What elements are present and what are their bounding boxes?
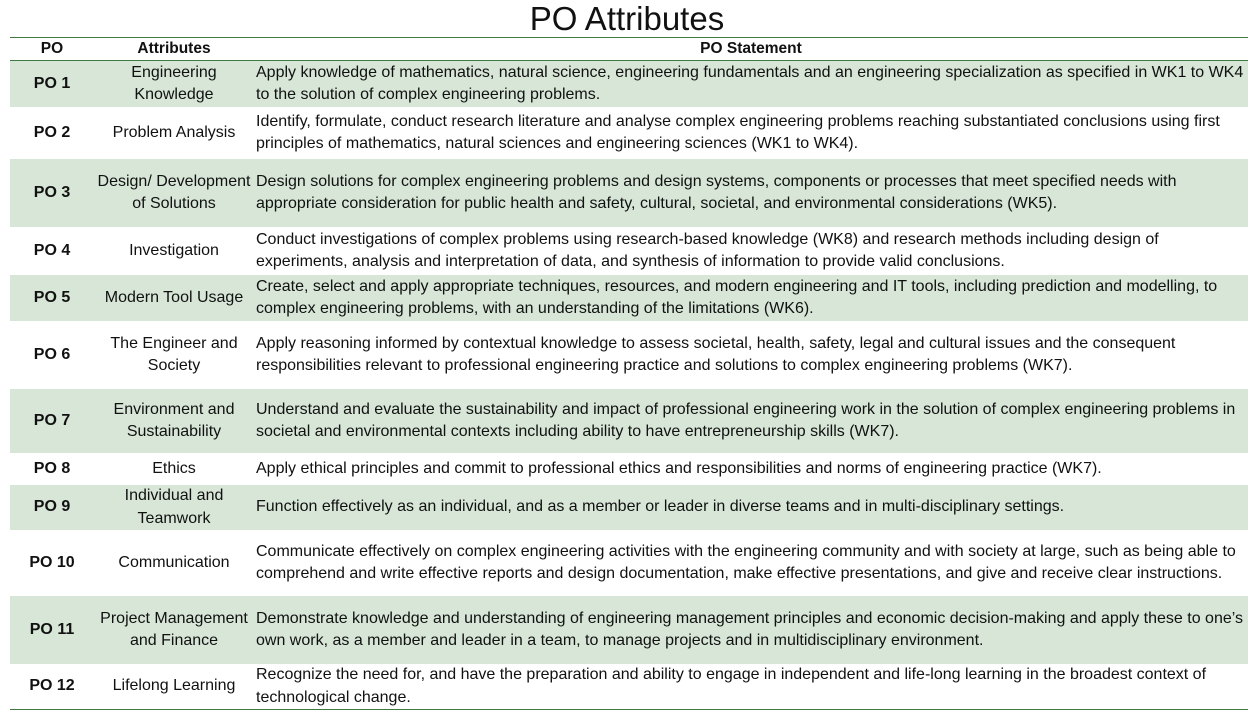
column-header-attributes: Attributes [94, 38, 254, 61]
po-statement: Apply reasoning informed by contextual knowledge to assess societal, health, safety, legal and cultural issues and the consequent responsibilities relevant to professional engineering practice and solutions to complex engineering problems (WK7). [256, 334, 1176, 374]
table-row [10, 453, 1248, 485]
po-statement: Identify, formulate, conduct research literature and analyse complex engineering problems reaching substantiated conclusions using first principles of mathematics, natural sciences and engineering sciences (WK1 to WK4). [256, 112, 1220, 152]
po-statement: Communicate effectively on complex engineering activities with the engineering community and with society at large, such as being able to comprehend and write effective reports and design documentation, make effective presentations, and give and receive clear instructions. [256, 542, 1236, 582]
attribute-name: Investigation [129, 241, 219, 259]
po-code: PO 1 [10, 61, 94, 108]
attribute-name: Project Management and Finance [94, 596, 254, 664]
table-row [10, 159, 1248, 227]
po-attributes-table [10, 37, 1248, 710]
po-code: PO 8 [33, 459, 71, 477]
po-code: PO 5 [10, 275, 94, 321]
table-header-row [10, 38, 1248, 61]
table-row [10, 485, 1248, 530]
table-row [10, 61, 1248, 108]
po-statement: Understand and evaluate the sustainability and impact of professional engineering work in the solution of complex engineering problems in societal and environmental contexts including ability to have entrepreneurship skills (WK7). [254, 389, 1248, 453]
po-code: PO 9 [10, 485, 94, 530]
attribute-name: Problem Analysis [112, 123, 236, 141]
table-row [10, 664, 1248, 710]
column-header-po: PO [10, 38, 94, 61]
po-statement: Create, select and apply appropriate techniques, resources, and modern engineering and IT tools, including prediction and modelling, to complex engineering problems, with an understanding of the limitations (WK6). [254, 275, 1248, 321]
po-statement: Conduct investigations of complex problems using research-based knowledge (WK8) and research methods including design of experiments, analysis and interpretation of data, and synthesis of information to provide valid conclusions. [256, 230, 1159, 270]
attribute-name: Ethics [152, 459, 196, 477]
po-code: PO 7 [10, 389, 94, 453]
attribute-name: Environment and Sustainability [94, 389, 254, 453]
column-header-statement: PO Statement [254, 38, 1248, 61]
attribute-name: Individual and Teamwork [94, 485, 254, 530]
table-row [10, 389, 1248, 453]
attribute-name: Modern Tool Usage [94, 275, 254, 321]
po-code: PO 11 [10, 596, 94, 664]
table-row [10, 227, 1248, 275]
po-statement: Design solutions for complex engineering problems and design systems, components or processes that meet specified needs with appropriate consideration for public health and safety, cultural, societal, and environmental considerations (WK5). [254, 159, 1248, 227]
po-code: PO 4 [33, 241, 71, 259]
po-code: PO 12 [29, 677, 75, 695]
attribute-name: Lifelong Learning [112, 677, 236, 695]
page-title: PO Attributes [529, 0, 725, 37]
po-statement: Function effectively as an individual, and as a member or leader in diverse teams and in multi-disciplinary settings. [254, 485, 1248, 530]
table-row [10, 321, 1248, 389]
po-statement: Apply ethical principles and commit to professional ethics and responsibilities and norms of engineering practice (WK7). [256, 459, 1102, 477]
attribute-name: Communication [118, 553, 230, 571]
table-row [10, 107, 1248, 159]
attribute-name: Engineering Knowledge [94, 61, 254, 108]
po-code: PO 2 [33, 123, 71, 141]
po-statement: Apply knowledge of mathematics, natural science, engineering fundamentals and an engineering specialization as specified in WK1 to WK4 to the solution of complex engineering problems. [254, 61, 1248, 108]
table-row [10, 275, 1248, 321]
po-code: PO 6 [33, 345, 71, 363]
attribute-name: Design/ Development of Solutions [94, 159, 254, 227]
po-code: PO 3 [10, 159, 94, 227]
po-statement: Recognize the need for, and have the preparation and ability to engage in independent and life-long learning in the broadest context of technological change. [256, 666, 1207, 706]
table-row [10, 530, 1248, 596]
attribute-name: The Engineer and Society [110, 334, 238, 374]
po-statement: Demonstrate knowledge and understanding of engineering management principles and economic decision-making and apply these to one’s own work, as a member and leader in a team, to manage projects and in multidisciplinary environment. [254, 596, 1248, 664]
table-row [10, 596, 1248, 664]
po-code: PO 10 [29, 553, 75, 571]
